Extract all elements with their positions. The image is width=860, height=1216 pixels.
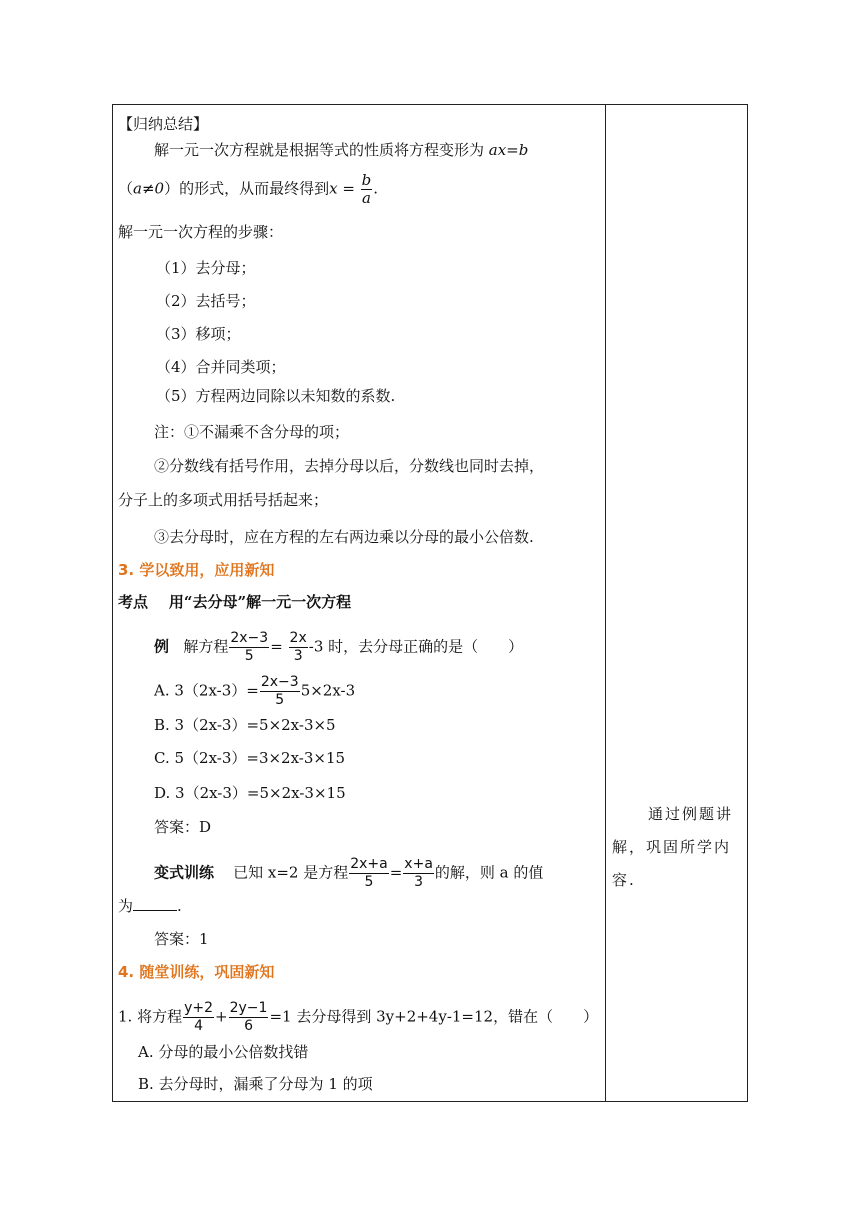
column-divider xyxy=(605,104,606,1102)
question-1: 1. 将方程 $\frac{y+2}{4}$ + $\frac{2y-1}{6}$ =1 去分母得到 3y+2+4y-1=12，错在（ ） xyxy=(118,1000,599,1034)
content-cell xyxy=(118,110,600,1100)
option-c: C. 5（2x-3）=3×2x-3×15 xyxy=(154,749,346,767)
steps-title: 解一元一次方程的步骤： xyxy=(118,223,284,241)
fraction: $\frac{2x}{3}$ xyxy=(289,630,307,664)
answer-blank xyxy=(133,896,177,911)
q1-option-a: A. 分母的最小公倍数找错 xyxy=(138,1043,309,1061)
step-item: （1）去分母； xyxy=(156,259,256,277)
note-2-line1: ②分数线有括号作用，去掉分母以后，分数线也同时去掉， xyxy=(154,457,545,475)
answer-2: 答案：1 xyxy=(154,930,209,948)
side-note: 通过例题讲解，巩固所学内容. xyxy=(612,805,734,889)
note-3: ③去分母时，应在方程的左右两边乘以分母的最小公倍数. xyxy=(154,528,534,546)
fraction: $\frac{2x-3}{5}$ xyxy=(260,674,299,708)
section-4-title: 4. 随堂训练，巩固新知 xyxy=(118,963,275,981)
fraction-b-over-a: $\frac{b}{a}$ xyxy=(361,171,372,207)
option-b: B. 3（2x-3）=5×2x-3×5 xyxy=(154,716,336,734)
kaodian-line: 考点 用“去分母”解一元一次方程 xyxy=(118,593,352,611)
step-item: （4）合并同类项； xyxy=(156,358,286,376)
fraction: $\frac{x+a}{3}$ xyxy=(404,856,433,890)
notes-cell xyxy=(612,110,744,1100)
fraction: $\frac{2x-3}{5}$ xyxy=(230,630,269,664)
answer-1: 答案：D xyxy=(154,818,212,836)
step-item: （3）移项； xyxy=(156,325,241,343)
q1-option-b: B. 去分母时，漏乘了分母为 1 的项 xyxy=(138,1075,373,1093)
option-a: A. 3（2x-3）= $\frac{2x-3}{5}$ 5×2x-3 xyxy=(154,674,356,708)
section-3-title: 3. 学以致用，应用新知 xyxy=(118,561,275,579)
fraction: $\frac{y+2}{4}$ xyxy=(184,1000,214,1034)
step-item: （2）去括号； xyxy=(156,292,256,310)
option-d: D. 3（2x-3）=5×2x-3×15 xyxy=(154,784,346,802)
summary-paragraph-line2: （a≠0）的形式，从而最终得到x = $\frac{b}{a}$ . xyxy=(118,171,379,207)
variant-line2: 为 . xyxy=(118,897,182,915)
summary-paragraph-line1: 解一元一次方程就是根据等式的性质将方程变形为 ax=b xyxy=(154,141,529,159)
note-1: 注：①不漏乘不含分母的项； xyxy=(154,423,350,441)
step-item: （5）方程两边同除以未知数的系数. xyxy=(156,387,396,405)
fraction: $\frac{2x+a}{5}$ xyxy=(350,856,388,890)
fraction: $\frac{2y-1}{6}$ xyxy=(229,1000,268,1034)
note-2-line2: 分子上的多项式用括号括起来； xyxy=(118,491,329,509)
variant-line1: 变式训练 已知 x=2 是方程 $\frac{2x+a}{5}$ = $\frac{x+a}{3}$ 的解，则 a 的值 xyxy=(154,856,544,890)
summary-heading: 【归纳总结】 xyxy=(118,115,209,133)
example-line: 例 解方程 $\frac{2x-3}{5}$ = $\frac{2x}{3}$ -3 时，去分母正确的是（ ） xyxy=(154,630,524,664)
